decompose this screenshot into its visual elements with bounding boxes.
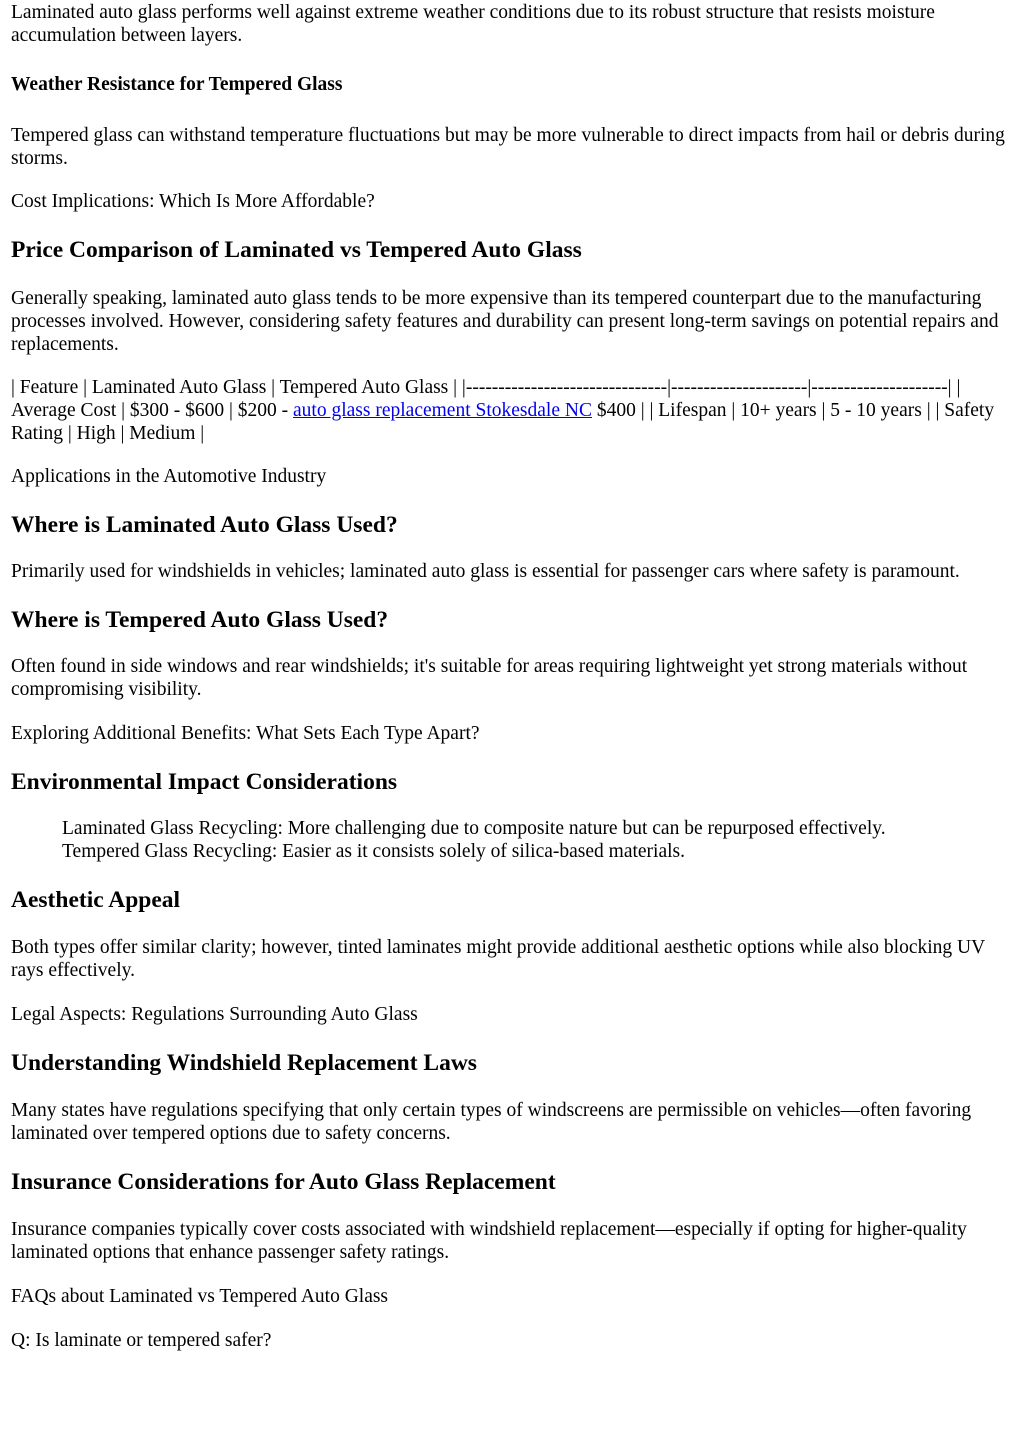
heading-price-comparison: Price Comparison of Laminated vs Tempered Auto Glass <box>11 237 582 263</box>
paragraph-insurance: Insurance companies typically cover costs associated with windshield replacement—especially if opting for higher-quality laminated options that enhance passenger safety ratings. <box>11 1219 967 1263</box>
paragraph-faq-question: Q: Is laminate or tempered safer? <box>11 1330 272 1351</box>
heading-weather-tempered: Weather Resistance for Tempered Glass <box>11 74 343 95</box>
comparison-table-text <box>11 376 1013 445</box>
auto-glass-replacement-link[interactable]: auto glass replacement Stokesdale NC <box>293 400 592 421</box>
paragraph-laminated-weather: Laminated auto glass performs well against extreme weather conditions due to its robust structure that resists moisture accumulation between layers. <box>11 2 935 46</box>
paragraph-additional-benefits: Exploring Additional Benefits: What Sets Each Type Apart? <box>11 723 480 744</box>
paragraph-price-general: Generally speaking, laminated auto glass tends to be more expensive than its tempered counterpart due to the manufacturing processes involved. However, considering safety features and durability can present long-term savings on potential repairs and replacements. <box>11 288 999 355</box>
document-page <box>0 1 1024 1352</box>
paragraph-tempered-weather: Tempered glass can withstand temperature fluctuations but may be more vulnerable to direct impacts from hail or debris during storms. <box>11 125 1005 169</box>
paragraph-tempered-used: Often found in side windows and rear windshields; it's suitable for areas requiring lightweight yet strong materials without compromising visibility. <box>11 656 968 700</box>
heading-tempered-used: Where is Tempered Auto Glass Used? <box>11 607 389 633</box>
paragraph-cost-implications: Cost Implications: Which Is More Affordable? <box>11 191 375 212</box>
heading-aesthetic-appeal: Aesthetic Appeal <box>11 887 181 913</box>
paragraph-faqs: FAQs about Laminated vs Tempered Auto Glass <box>11 1286 389 1307</box>
paragraph-legal-aspects: Legal Aspects: Regulations Surrounding Auto Glass <box>11 1004 418 1025</box>
heading-replacement-laws: Understanding Windshield Replacement Laws <box>11 1050 477 1076</box>
list-item: Laminated Glass Recycling: More challenging due to composite nature but can be repurposed effectively. <box>62 818 886 839</box>
environmental-list <box>11 817 1013 863</box>
heading-laminated-used: Where is Laminated Auto Glass Used? <box>11 512 398 538</box>
paragraph-replacement-laws: Many states have regulations specifying that only certain types of windscreens are permissible on vehicles—often favoring laminated over tempered options due to safety concerns. <box>11 1100 972 1144</box>
table-text-after: $400 | | Lifespan | 10+ years | 5 - 10 years | | Safety Rating | High | Medium | <box>11 400 995 444</box>
paragraph-laminated-used: Primarily used for windshields in vehicles; laminated auto glass is essential for passenger cars where safety is paramount. <box>11 561 960 582</box>
heading-insurance: Insurance Considerations for Auto Glass Replacement <box>11 1169 556 1195</box>
paragraph-applications: Applications in the Automotive Industry <box>11 466 327 487</box>
paragraph-aesthetic: Both types offer similar clarity; however, tinted laminates might provide additional aesthetic options while also blocking UV rays effectively. <box>11 937 985 981</box>
table-text-before: | Feature | Laminated Auto Glass | Tempered Auto Glass | |-------------------------------|---------------------|---------------------| | Average Cost | $300 - $600 | $200 - <box>11 377 961 421</box>
list-item: Tempered Glass Recycling: Easier as it consists solely of silica-based materials. <box>62 841 686 862</box>
heading-environmental-impact: Environmental Impact Considerations <box>11 769 398 795</box>
